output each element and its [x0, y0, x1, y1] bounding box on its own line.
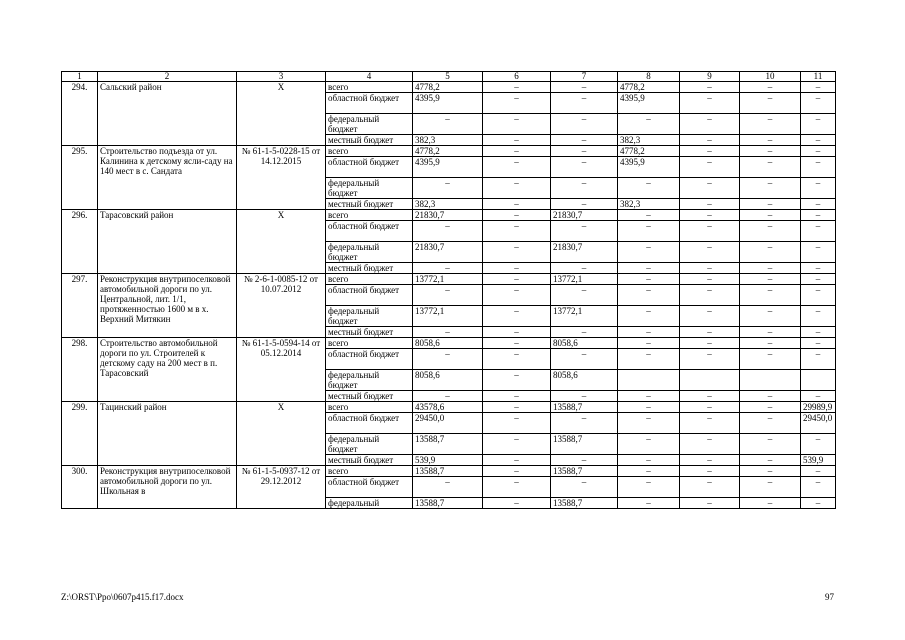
- dash-cell: –: [801, 327, 836, 338]
- column-number-cell: 9: [680, 72, 740, 82]
- entry-name: Строительство автомобильной дороги по ул. Строителей к детскому саду на 200 мест в п. Тарасовский: [98, 338, 237, 402]
- entry-document: X: [237, 402, 326, 466]
- table-row: [62, 210, 836, 221]
- dash-cell: –: [618, 466, 680, 477]
- dash-cell: –: [551, 413, 618, 434]
- entry-name: Реконструкция внутрипоселковой автомобильной дороги по ул. Центральной, лит. 1/1, протяженностью 1600 м в х. Верхний Митякин: [98, 274, 237, 338]
- dash-cell: –: [740, 178, 801, 199]
- dash-cell: –: [618, 402, 680, 413]
- dash-cell: –: [413, 114, 483, 135]
- dash-cell: –: [618, 338, 680, 349]
- amount-cell: 8058,6: [551, 370, 618, 391]
- dash-cell: –: [618, 242, 680, 263]
- dash-cell: –: [680, 455, 740, 466]
- dash-cell: –: [801, 135, 836, 146]
- column-number-cell: 3: [237, 72, 326, 82]
- dash-cell: –: [483, 199, 551, 210]
- amount-cell: 382,3: [618, 199, 680, 210]
- dash-cell: –: [551, 391, 618, 402]
- amount-cell: 8058,6: [413, 338, 483, 349]
- dash-cell: –: [680, 466, 740, 477]
- budget-type-label: федеральный бюджет: [326, 434, 413, 455]
- amount-cell: 8058,6: [413, 370, 483, 391]
- dash-cell: –: [801, 434, 836, 455]
- table-row: [62, 466, 836, 477]
- entry-number: 297.: [62, 274, 98, 338]
- entry-name: Тацинский район: [98, 402, 237, 466]
- column-number-cell: 5: [413, 72, 483, 82]
- dash-cell: –: [618, 285, 680, 306]
- amount-cell: 4395,9: [413, 93, 483, 114]
- dash-cell: –: [740, 285, 801, 306]
- dash-cell: –: [483, 477, 551, 498]
- dash-cell: –: [483, 210, 551, 221]
- entry-number: 295.: [62, 146, 98, 210]
- amount-cell: 13588,7: [413, 466, 483, 477]
- dash-cell: –: [483, 263, 551, 274]
- entry-number: 299.: [62, 402, 98, 466]
- dash-cell: –: [483, 178, 551, 199]
- budget-type-label: областной бюджет: [326, 349, 413, 370]
- budget-type-label: областной бюджет: [326, 413, 413, 434]
- budget-type-label: всего: [326, 402, 413, 413]
- empty-cell: [680, 370, 740, 391]
- budget-type-label: федеральный бюджет: [326, 178, 413, 199]
- dash-cell: –: [801, 498, 836, 509]
- entry-name: Реконструкция внутрипоселковой автомобильной дороги по ул. Школьная в: [98, 466, 237, 509]
- dash-cell: –: [618, 178, 680, 199]
- budget-type-label: местный бюджет: [326, 455, 413, 466]
- dash-cell: –: [740, 413, 801, 434]
- dash-cell: –: [483, 402, 551, 413]
- amount-cell: 539,9: [413, 455, 483, 466]
- header-row: [62, 72, 836, 82]
- dash-cell: –: [801, 263, 836, 274]
- dash-cell: –: [680, 338, 740, 349]
- file-path: Z:\ORST\Ppo\0607p415.f17.docx: [61, 592, 184, 602]
- dash-cell: –: [680, 349, 740, 370]
- amount-cell: 13588,7: [551, 466, 618, 477]
- dash-cell: –: [618, 114, 680, 135]
- dash-cell: –: [551, 114, 618, 135]
- amount-cell: 4395,9: [618, 93, 680, 114]
- dash-cell: –: [740, 402, 801, 413]
- budget-table: [61, 71, 836, 509]
- dash-cell: –: [551, 455, 618, 466]
- budget-type-label: федеральный: [326, 498, 413, 509]
- dash-cell: –: [680, 434, 740, 455]
- dash-cell: –: [551, 349, 618, 370]
- dash-cell: –: [740, 157, 801, 178]
- dash-cell: –: [483, 221, 551, 242]
- dash-cell: –: [801, 157, 836, 178]
- dash-cell: –: [618, 274, 680, 285]
- amount-cell: 29450,0: [413, 413, 483, 434]
- table-row: [62, 338, 836, 349]
- dash-cell: –: [680, 221, 740, 242]
- dash-cell: –: [413, 221, 483, 242]
- dash-cell: –: [740, 274, 801, 285]
- dash-cell: –: [680, 285, 740, 306]
- dash-cell: –: [740, 210, 801, 221]
- dash-cell: –: [483, 455, 551, 466]
- entry-number: 294.: [62, 82, 98, 146]
- amount-cell: 4395,9: [413, 157, 483, 178]
- entry-document: № 61-1-5-0228-15 от 14.12.2015: [237, 146, 326, 210]
- column-number-cell: 2: [98, 72, 237, 82]
- amount-cell: 13588,7: [551, 498, 618, 509]
- dash-cell: –: [413, 327, 483, 338]
- dash-cell: –: [740, 93, 801, 114]
- budget-type-label: всего: [326, 338, 413, 349]
- column-number-cell: 11: [801, 72, 836, 82]
- dash-cell: –: [483, 349, 551, 370]
- dash-cell: –: [483, 306, 551, 327]
- entry-name: Тарасовский район: [98, 210, 237, 274]
- budget-type-label: всего: [326, 274, 413, 285]
- dash-cell: –: [740, 146, 801, 157]
- column-number-cell: 6: [483, 72, 551, 82]
- dash-cell: –: [483, 370, 551, 391]
- amount-cell: 13772,1: [413, 306, 483, 327]
- dash-cell: –: [680, 274, 740, 285]
- table-body: [62, 72, 836, 509]
- dash-cell: –: [740, 455, 801, 466]
- dash-cell: –: [413, 285, 483, 306]
- dash-cell: –: [801, 199, 836, 210]
- dash-cell: –: [740, 391, 801, 402]
- dash-cell: –: [801, 242, 836, 263]
- dash-cell: –: [680, 135, 740, 146]
- dash-cell: –: [483, 135, 551, 146]
- dash-cell: –: [413, 178, 483, 199]
- amount-cell: 4778,2: [413, 146, 483, 157]
- amount-cell: 382,3: [413, 135, 483, 146]
- budget-type-label: федеральный бюджет: [326, 306, 413, 327]
- entry-name: Сальский район: [98, 82, 237, 146]
- page-number: 97: [825, 592, 834, 602]
- amount-cell: 21830,7: [551, 242, 618, 263]
- dash-cell: –: [680, 498, 740, 509]
- dash-cell: –: [618, 477, 680, 498]
- amount-cell: 43578,6: [413, 402, 483, 413]
- budget-type-label: местный бюджет: [326, 327, 413, 338]
- dash-cell: –: [618, 434, 680, 455]
- dash-cell: –: [801, 210, 836, 221]
- amount-cell: 29989,9: [801, 402, 836, 413]
- dash-cell: –: [483, 274, 551, 285]
- dash-cell: –: [740, 242, 801, 263]
- dash-cell: –: [740, 466, 801, 477]
- budget-type-label: федеральный бюджет: [326, 370, 413, 391]
- dash-cell: –: [740, 327, 801, 338]
- column-number-cell: 1: [62, 72, 98, 82]
- dash-cell: –: [618, 391, 680, 402]
- dash-cell: –: [740, 477, 801, 498]
- entry-document: № 61-1-5-0594-14 от 05.12.2014: [237, 338, 326, 402]
- dash-cell: –: [680, 242, 740, 263]
- amount-cell: 382,3: [413, 199, 483, 210]
- empty-cell: [801, 370, 836, 391]
- dash-cell: –: [680, 157, 740, 178]
- dash-cell: –: [551, 477, 618, 498]
- empty-cell: [740, 370, 801, 391]
- entry-number: 298.: [62, 338, 98, 402]
- dash-cell: –: [483, 285, 551, 306]
- dash-cell: –: [618, 210, 680, 221]
- dash-cell: –: [680, 114, 740, 135]
- dash-cell: –: [483, 157, 551, 178]
- dash-cell: –: [740, 221, 801, 242]
- dash-cell: –: [740, 82, 801, 93]
- dash-cell: –: [483, 114, 551, 135]
- dash-cell: –: [680, 199, 740, 210]
- dash-cell: –: [680, 93, 740, 114]
- dash-cell: –: [801, 466, 836, 477]
- empty-cell: [618, 370, 680, 391]
- dash-cell: –: [551, 82, 618, 93]
- budget-type-label: всего: [326, 210, 413, 221]
- dash-cell: –: [551, 199, 618, 210]
- dash-cell: –: [618, 327, 680, 338]
- dash-cell: –: [483, 391, 551, 402]
- budget-type-label: областной бюджет: [326, 157, 413, 178]
- dash-cell: –: [551, 178, 618, 199]
- budget-type-label: областной бюджет: [326, 93, 413, 114]
- dash-cell: –: [413, 477, 483, 498]
- dash-cell: –: [413, 349, 483, 370]
- dash-cell: –: [801, 349, 836, 370]
- budget-type-label: областной бюджет: [326, 285, 413, 306]
- amount-cell: 13588,7: [413, 498, 483, 509]
- dash-cell: –: [618, 349, 680, 370]
- dash-cell: –: [680, 146, 740, 157]
- amount-cell: 13588,7: [551, 434, 618, 455]
- dash-cell: –: [740, 338, 801, 349]
- table-row: [62, 82, 836, 93]
- budget-type-label: местный бюджет: [326, 199, 413, 210]
- dash-cell: –: [483, 466, 551, 477]
- dash-cell: –: [551, 327, 618, 338]
- dash-cell: –: [801, 114, 836, 135]
- dash-cell: –: [483, 434, 551, 455]
- amount-cell: 21830,7: [551, 210, 618, 221]
- budget-type-label: местный бюджет: [326, 135, 413, 146]
- dash-cell: –: [740, 263, 801, 274]
- amount-cell: 539,9: [801, 455, 836, 466]
- dash-cell: –: [483, 242, 551, 263]
- entry-name: Строительство подъезда от ул. Калинина к детскому ясли-саду на 140 мест в с. Сандата: [98, 146, 237, 210]
- dash-cell: –: [413, 391, 483, 402]
- dash-cell: –: [551, 263, 618, 274]
- dash-cell: –: [801, 274, 836, 285]
- dash-cell: –: [801, 306, 836, 327]
- dash-cell: –: [551, 93, 618, 114]
- dash-cell: –: [551, 285, 618, 306]
- dash-cell: –: [551, 135, 618, 146]
- table-row: [62, 402, 836, 413]
- budget-type-label: всего: [326, 146, 413, 157]
- dash-cell: –: [801, 82, 836, 93]
- dash-cell: –: [680, 477, 740, 498]
- table-row: [62, 274, 836, 285]
- dash-cell: –: [740, 135, 801, 146]
- entry-number: 300.: [62, 466, 98, 509]
- dash-cell: –: [618, 306, 680, 327]
- table-row: [62, 146, 836, 157]
- amount-cell: 21830,7: [413, 242, 483, 263]
- amount-cell: 13772,1: [551, 306, 618, 327]
- dash-cell: –: [801, 285, 836, 306]
- dash-cell: –: [801, 146, 836, 157]
- dash-cell: –: [483, 93, 551, 114]
- budget-type-label: местный бюджет: [326, 263, 413, 274]
- column-number-cell: 4: [326, 72, 413, 82]
- dash-cell: –: [801, 93, 836, 114]
- dash-cell: –: [680, 413, 740, 434]
- dash-cell: –: [680, 402, 740, 413]
- entry-document: № 2-6-1-0085-12 от 10.07.2012: [237, 274, 326, 338]
- dash-cell: –: [801, 477, 836, 498]
- column-number-cell: 10: [740, 72, 801, 82]
- amount-cell: 13588,7: [551, 402, 618, 413]
- dash-cell: –: [801, 221, 836, 242]
- dash-cell: –: [740, 306, 801, 327]
- dash-cell: –: [740, 114, 801, 135]
- entry-number: 296.: [62, 210, 98, 274]
- dash-cell: –: [483, 327, 551, 338]
- entry-document: X: [237, 210, 326, 274]
- budget-type-label: областной бюджет: [326, 221, 413, 242]
- dash-cell: –: [483, 146, 551, 157]
- dash-cell: –: [680, 178, 740, 199]
- dash-cell: –: [801, 391, 836, 402]
- dash-cell: –: [680, 391, 740, 402]
- dash-cell: –: [618, 455, 680, 466]
- dash-cell: –: [483, 498, 551, 509]
- dash-cell: –: [680, 327, 740, 338]
- dash-cell: –: [740, 349, 801, 370]
- entry-document: X: [237, 82, 326, 146]
- dash-cell: –: [740, 434, 801, 455]
- dash-cell: –: [618, 413, 680, 434]
- dash-cell: –: [551, 146, 618, 157]
- amount-cell: 4395,9: [618, 157, 680, 178]
- dash-cell: –: [680, 263, 740, 274]
- amount-cell: 13588,7: [413, 434, 483, 455]
- dash-cell: –: [618, 498, 680, 509]
- entry-document: № 61-1-5-0937-12 от 29.12.2012: [237, 466, 326, 509]
- dash-cell: –: [740, 498, 801, 509]
- dash-cell: –: [483, 82, 551, 93]
- budget-type-label: федеральный бюджет: [326, 114, 413, 135]
- dash-cell: –: [680, 306, 740, 327]
- budget-type-label: всего: [326, 466, 413, 477]
- amount-cell: 13772,1: [413, 274, 483, 285]
- dash-cell: –: [551, 221, 618, 242]
- budget-type-label: всего: [326, 82, 413, 93]
- dash-cell: –: [551, 157, 618, 178]
- dash-cell: –: [483, 338, 551, 349]
- dash-cell: –: [483, 413, 551, 434]
- dash-cell: –: [740, 199, 801, 210]
- amount-cell: 21830,7: [413, 210, 483, 221]
- amount-cell: 4778,2: [413, 82, 483, 93]
- dash-cell: –: [413, 263, 483, 274]
- dash-cell: –: [618, 263, 680, 274]
- amount-cell: 4778,2: [618, 82, 680, 93]
- amount-cell: 29450,0: [801, 413, 836, 434]
- dash-cell: –: [680, 82, 740, 93]
- budget-type-label: областной бюджет: [326, 477, 413, 498]
- budget-type-label: местный бюджет: [326, 391, 413, 402]
- column-number-cell: 8: [618, 72, 680, 82]
- dash-cell: –: [801, 338, 836, 349]
- budget-type-label: федеральный бюджет: [326, 242, 413, 263]
- amount-cell: 8058,6: [551, 338, 618, 349]
- amount-cell: 13772,1: [551, 274, 618, 285]
- dash-cell: –: [680, 210, 740, 221]
- dash-cell: –: [801, 178, 836, 199]
- amount-cell: 4778,2: [618, 146, 680, 157]
- column-number-cell: 7: [551, 72, 618, 82]
- dash-cell: –: [618, 221, 680, 242]
- amount-cell: 382,3: [618, 135, 680, 146]
